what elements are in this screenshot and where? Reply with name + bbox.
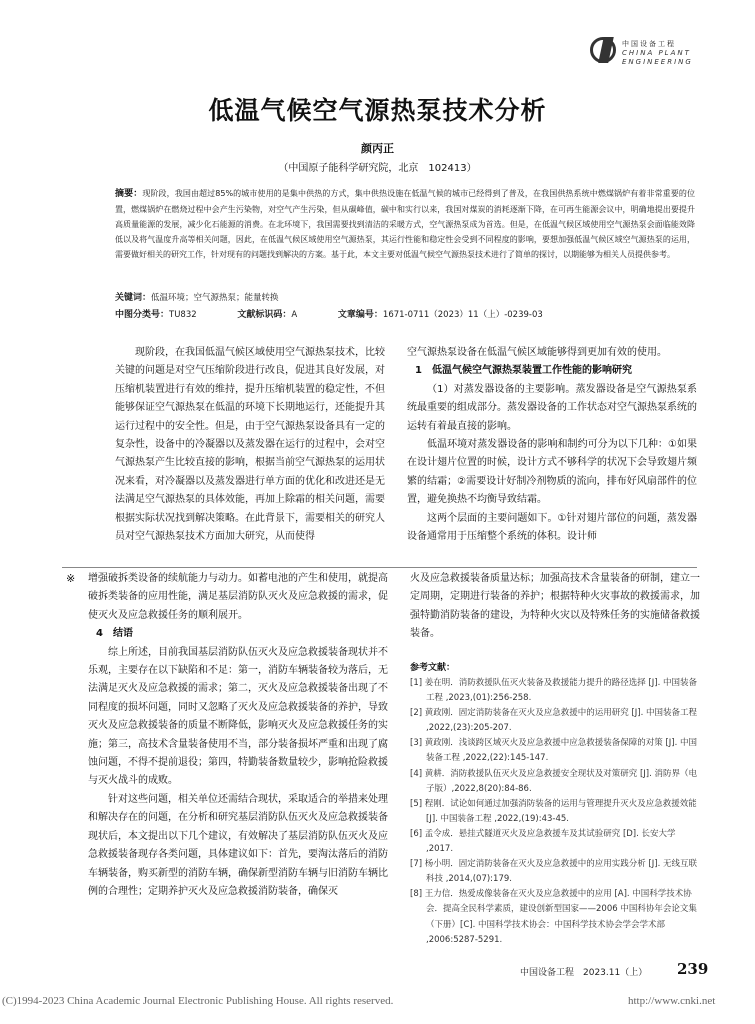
paragraph: 低温环境对蒸发器设备的影响和制约可分为以下几种：①如果在设计翅片位置的时候，设计方式不够科学的状况下会导致翅片频繁的结霜；②需要设计好制冷剂物质的流向，排布好风扇部件的位置，避免换热不均衡导致结霜。 xyxy=(407,439,697,506)
paragraph: 针对这些问题，相关单位还需结合现状，采取适合的举措来处理和解决存在的问题，在分析和研究基层消防队伍灭火及应急救援装备现状后，本文提出以下几个建议，有效解决了基层消防队伍灭火及应急救援装备现存各类问题，具体建议如下：首先，要淘汰落后的消防车辆装备，购买新型的消防车辆，确保新型消防车辆与旧消防车辆比例的合理性；定期养护灭火及应急救援消防装备，确保灭 xyxy=(88,793,388,897)
reference-item: [3] 黄政刚．浅谈跨区域灭火及应急救援中应急救援装备保障的对策 [J]. 中国装备工程 ,2022,(22):145-147. xyxy=(410,738,697,764)
clc-value: TU832 xyxy=(169,310,197,320)
footer-journal-issue: 中国设备工程 2023.11（上） xyxy=(520,968,648,978)
keywords-label: 关键词： xyxy=(115,293,152,303)
paragraph: 火及应急救援装备质量达标；加强高技术含量装备的研制，建立一定周期，定期进行装备的养护；根据特种火灾事故的救援需求，加强特勤消防装备的建设，为特种火灾以及特殊任务的实施储备救援装备。 xyxy=(410,573,700,640)
article-affiliation: （中国原子能科学研究院，北京 102413） xyxy=(278,163,477,174)
footnote-star: ※ xyxy=(66,572,76,585)
paragraph: 这两个层面的主要问题如下。①针对翅片部位的问题，蒸发器设备通常用于压缩整个系统的体积。设计师 xyxy=(407,512,697,543)
article-author: 颜丙正 xyxy=(361,142,394,155)
reference-item: [7] 杨小明．固定消防装备在灭火及应急救援中的应用实践分析 [J]. 无线互联科技 ,2014,(07):179. xyxy=(410,859,697,885)
body-right-column-bottom xyxy=(410,570,700,644)
doc-code-value: A xyxy=(291,310,298,320)
clc-label: 中图分类号： xyxy=(115,310,170,320)
journal-name-en: CHINA PLANT ENGINEERING xyxy=(622,49,693,66)
article-meta xyxy=(115,307,695,320)
doc-code-label: 文献标识码： xyxy=(237,310,292,320)
paragraph: 综上所述，目前我国基层消防队伍灭火及应急救援装备现状并不乐观，主要存在以下缺陷和不足：第一，消防车辆装备较为落后，无法满足灭火及应急救援的需求；第二，灭火及应急救援装备出现了不同程度的损坏问题，同时又忽略了灭火及应急救援装备的养护，导致灭火及应急救援装备的质量不断降低，影响灭火及应急救援任务的实施；第三，高技术含量装备使用不当，部分装备损坏严重和出现了腐蚀问题，不得不提前退役；第四，特勤装备数量较少，影响抢险救援与灭火战斗的成败。 xyxy=(88,646,388,787)
section-heading-1: 1 低温气候空气源热泵装置工作性能的影响研究 xyxy=(415,365,632,377)
article-no-label: 文章编号： xyxy=(337,310,383,320)
abstract-text: 现阶段，我国由超过85%的城市使用的是集中供热的方式，集中供热设施在低温气候的城市已经得到了普及，在我国供热系统中燃煤锅炉有着非常重要的位置，燃煤锅炉在燃烧过程中会产生污染物，对空气产生污染，但从碳峰值，碳中和实行以来，我国对煤炭的消耗逐渐下降，在可再生能源会议中，明确地提出要提升高质量能源的发展，减少化石能源的消费。在北环境下，我国需要找到清洁的采暖方式，空气源热泵成为首选。但是，在低温气候区域使用空气源热泵会面临能效降低以及将气温度升高等相关问题，因此，在低温气候区域使用空气源热泵，其运行性能和稳定性会受到不同程度的影响，要想加强低温气候区域空气源热泵的运用，需要做好相关的研究工作，针对现有的问题找到解决的方案。基于此，本文主要对低温气候空气源热泵技术进行了简单的探讨，以期能够为相关人员提供参考。 xyxy=(115,189,695,259)
copyright-text: (C)1994-2023 China Academic Journal Electronic Publishing House. All rights reserved. xyxy=(2,995,394,1007)
reference-item: [1] 姜在明．消防救援队伍灭火装备及救援能力提升的路径选择 [J]. 中国装备工程 ,2023,(01):256-258. xyxy=(410,678,697,704)
paragraph: 增强破拆类设备的续航能力与动力。如蓄电池的产生和使用，就提高破拆类装备的应用性能，满足基层消防队灭火及应急救援的需求，促使灭火及应急救援任务的顺利展开。 xyxy=(88,573,388,621)
paragraph: （1）对蒸发器设备的主要影响。蒸发器设备是空气源热泵系统最重要的组成部分。蒸发器设备的工作状态对空气源热泵系统的运转有着最直接的影响。 xyxy=(407,383,697,432)
journal-name-cn: 中国设备工程 xyxy=(622,40,676,48)
reference-item: [6] 孟令成．悬挂式隧道灭火及应急救援车及其试验研究 [D]. 长安大学 ,2017. xyxy=(410,828,676,855)
reference-item: [4] 黄耕．消防救援队伍灭火及应急救援安全现状及对策研究 [J]. 消防界（电子版）,2022,8(20):84-86. xyxy=(410,768,697,794)
body-left-column-top xyxy=(115,344,385,546)
abstract-label: 摘要： xyxy=(115,189,143,199)
journal-logo-icon xyxy=(590,37,616,63)
paragraph: 现阶段，在我国低温气候区域使用空气源热泵技术，比较关键的问题是对空气压缩阶段进行改良，促进其良好发展，对压缩机装置进行有效的维持，提升压缩机装置的稳定性，不但能够保证空气源热泵在低温的环境下长期地运行，还能提升其运行过程中的安全性。但是，由于空气源热泵设备具有一定的复杂性，设备中的冷凝器以及蒸发器在运行的过程中，会对空气源热泵产生比较直接的影响，根据当前空气源热泵的运用状况来看，对冷凝器以及蒸发器进行单方面的优化和改进还是无法满足空气源热泵的具体效能，再加上除霜的相关问题，需要根据实际状况找到解决策略。在此背景下，需要相关的研究人员对空气源热泵技术方面加大研究，从而使得 xyxy=(115,347,385,543)
paragraph: 空气源热泵设备在低温气候区域能够得到更加有效的使用。 xyxy=(407,347,667,358)
reference-item: [5] 程刚．试论如何通过加强消防装备的运用与管理提升灭火及应急救援效能 [J]. 中国装备工程 ,2022,(19):43-45. xyxy=(410,798,697,824)
keywords-text: 低温环境；空气源热泵；能量转换 xyxy=(151,293,279,303)
references-title: 参考文献： xyxy=(410,663,456,673)
body-right-column-top xyxy=(407,344,697,546)
reference-item: [2] 黄政刚．固定消防装备在灭火及应急救援中的运用研究 [J]. 中国装备工程 ,2022,(23):205-207. xyxy=(410,708,697,734)
body-left-column-bottom xyxy=(88,570,388,901)
references-list xyxy=(410,676,700,948)
keywords xyxy=(115,290,279,303)
article-title: 低温气候空气源热泵技术分析 xyxy=(208,96,547,125)
reference-item: [8] 王力信．热爱成像装备在灭火及应急救援中的应用 [A]. 中国科学技术协会．提高全民科学素质，建设创新型国家——2006 中国科协年会论文集（下册）[C]. 中国科学技术协会：中国科学技术协会学会学术部 ,2006:5287-5291. xyxy=(410,889,697,945)
section-divider xyxy=(62,567,697,568)
article-no-value: 1671-0711（2023）11（上）-0239-03 xyxy=(382,310,543,320)
cnki-link[interactable]: http://www.cnki.net xyxy=(628,995,716,1007)
page-number: 239 xyxy=(677,960,709,978)
abstract xyxy=(115,186,695,262)
section-heading-4: 4 结语 xyxy=(96,628,133,640)
